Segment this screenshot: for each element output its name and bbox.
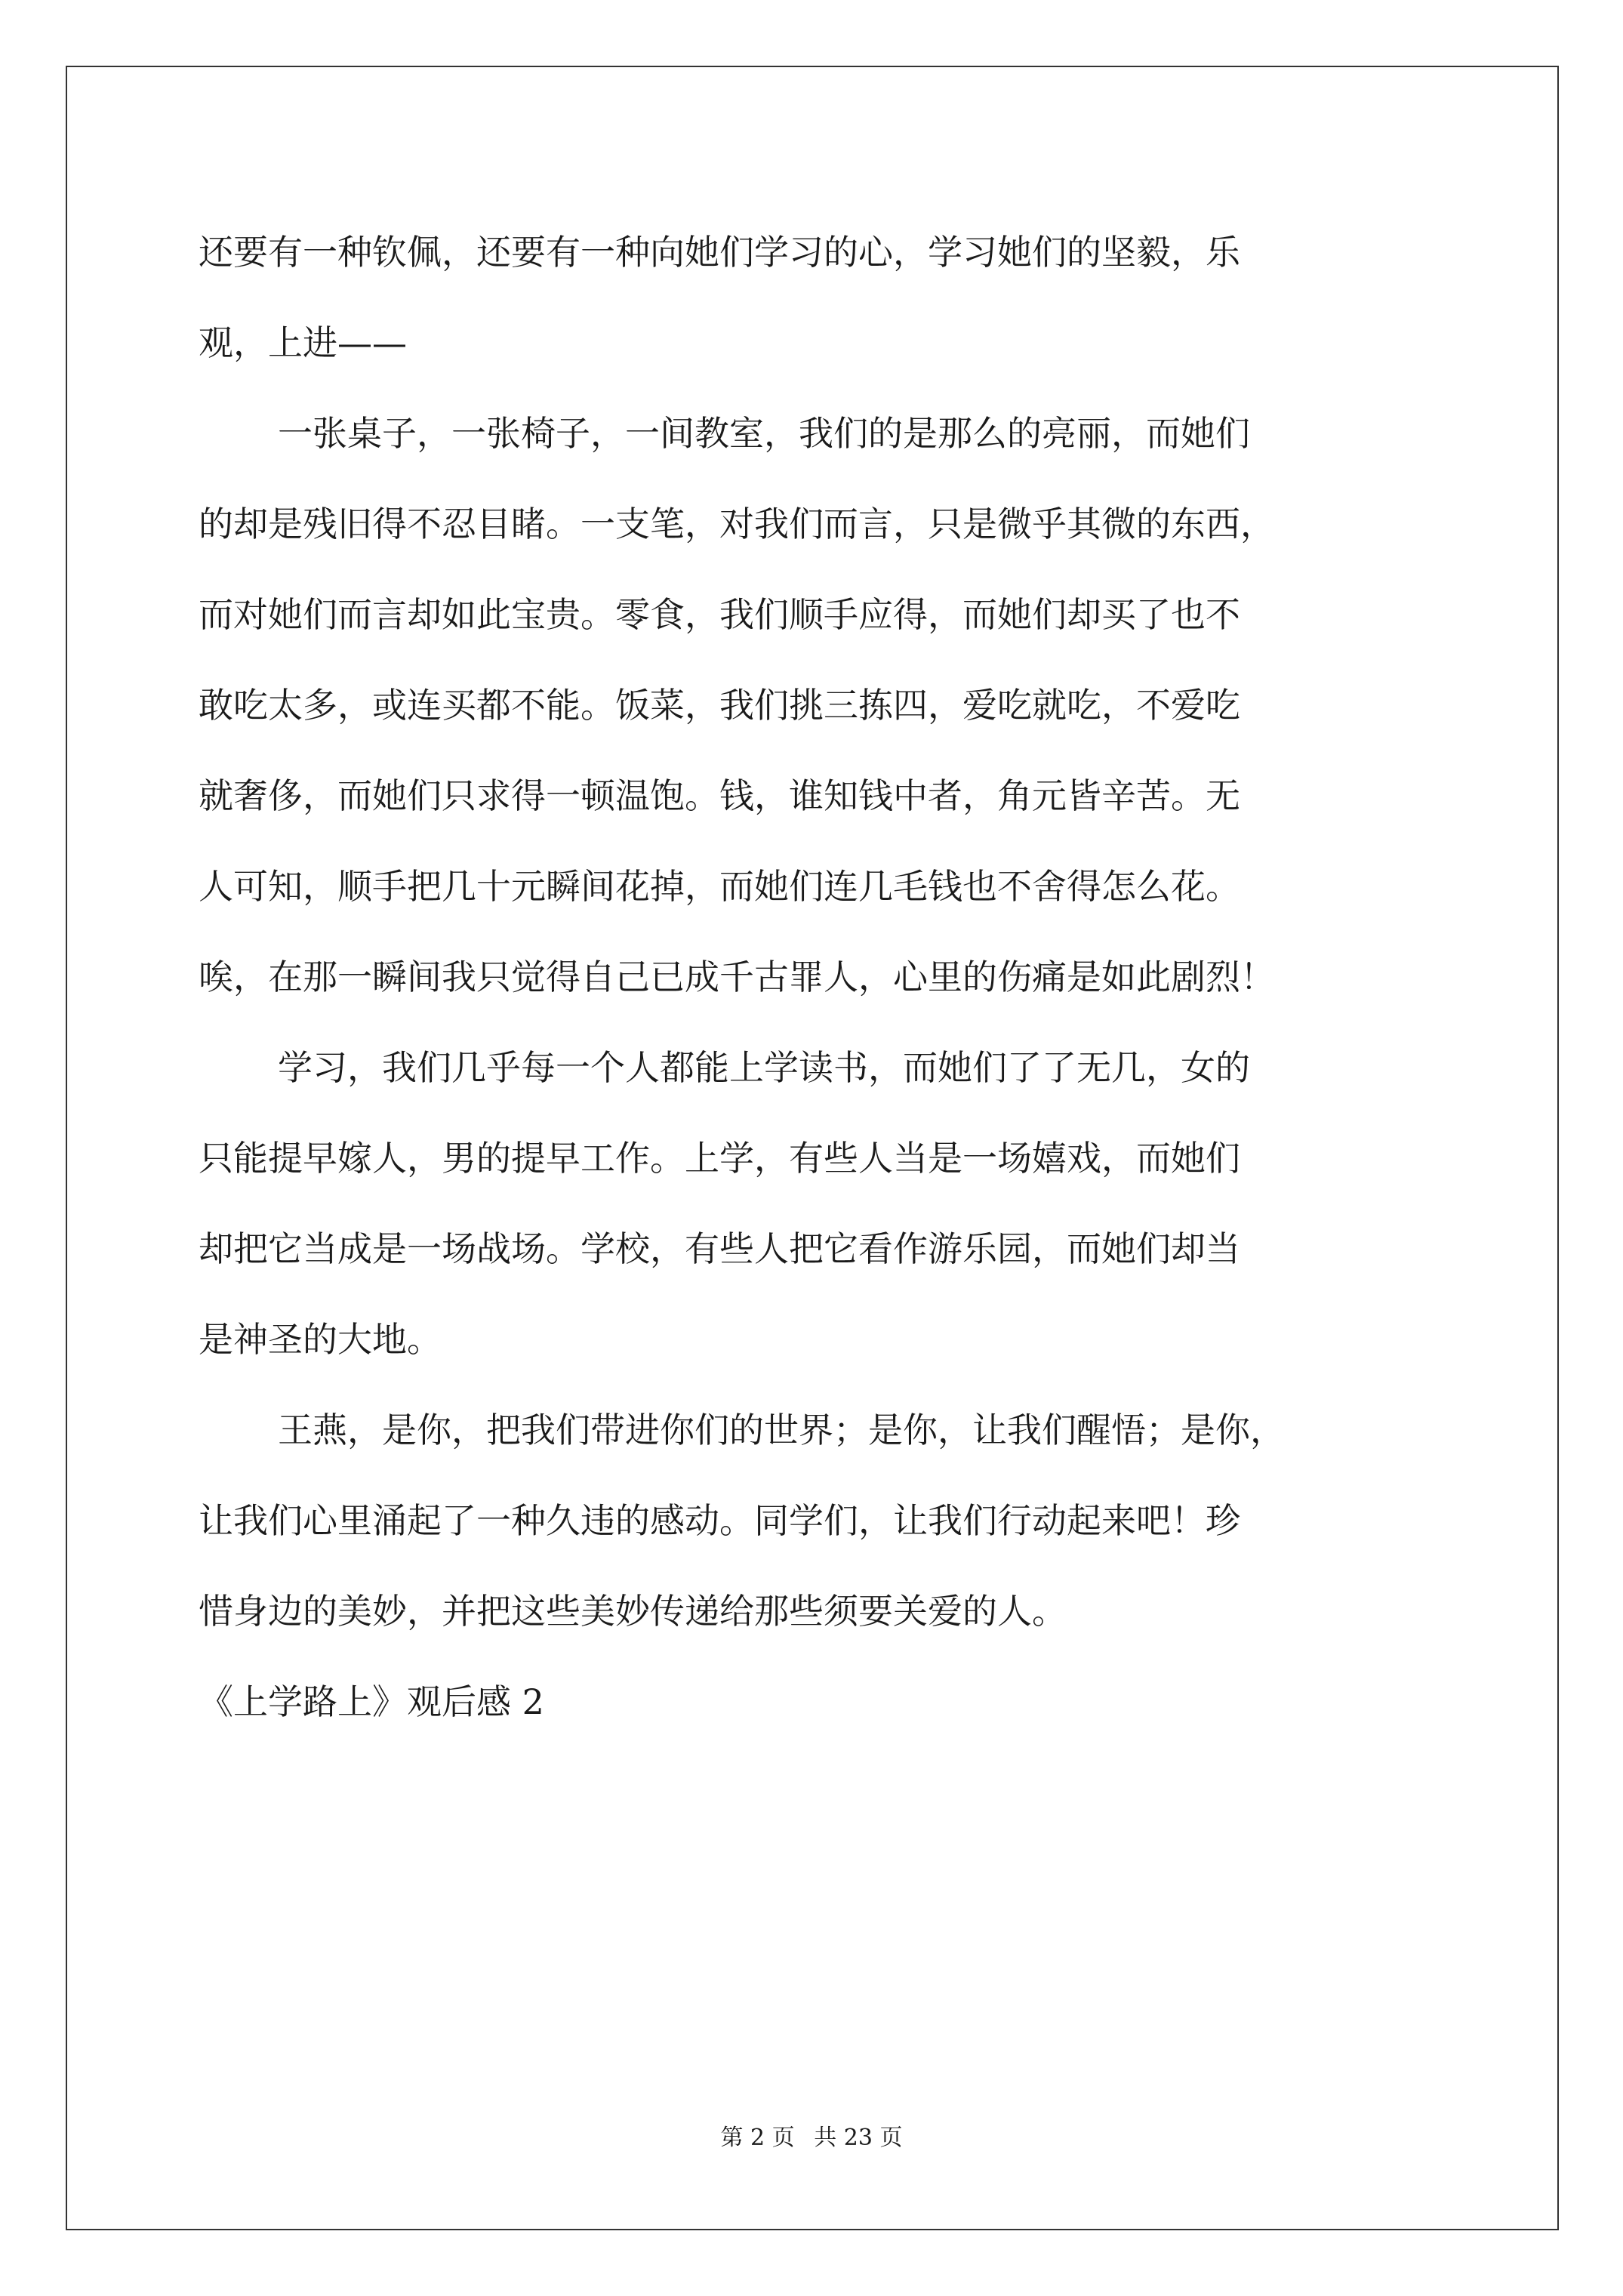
text-line: 的却是残旧得不忍目睹。一支笔，对我们而言，只是微乎其微的东西， [199,504,1275,544]
page-number: 第 2 页 [720,2125,795,2151]
text-line: 只能提早嫁人，男的提早工作。上学，有些人当是一场嬉戏，而她们 [199,1138,1240,1179]
page-total: 共 23 页 [814,2125,903,2151]
text-line: 观，上进—— [199,322,407,363]
section-heading: 《上学路上》观后感 2 [199,1681,544,1722]
text-line: 还要有一种钦佩，还要有一种向她们学习的心，学习她们的坚毅，乐 [199,232,1240,273]
text-line: 敢吃太多，或连买都不能。饭菜，我们挑三拣四，爱吃就吃，不爱吃 [199,685,1240,726]
text-line: 唉，在那一瞬间我只觉得自己已成千古罪人，心里的伤痛是如此剧烈！ [199,957,1275,997]
text-line: 王燕，是你，把我们带进你们的世界；是你，让我们醒悟；是你， [278,1410,1285,1450]
text-line: 一张桌子，一张椅子，一间教室，我们的是那么的亮丽，而她们 [278,413,1250,454]
text-line: 是神圣的大地。 [199,1319,442,1360]
text-line: 人可知，顺手把几十元瞬间花掉，而她们连几毛钱也不舍得怎么花。 [199,866,1240,907]
document-body [199,207,1452,1747]
text-line: 学习，我们几乎每一个人都能上学读书，而她们了了无几，女的 [278,1047,1250,1088]
text-line: 而对她们而言却如此宝贵。零食，我们顺手应得，而她们却买了也不 [199,594,1240,635]
page-footer [0,2119,1623,2152]
text-line: 惜身边的美妙，并把这些美妙传递给那些须要关爱的人。 [199,1591,1067,1632]
text-line: 就奢侈，而她们只求得一顿温饱。钱，谁知钱中者，角元皆辛苦。无 [199,775,1240,816]
text-line: 却把它当成是一场战场。学校，有些人把它看作游乐园，而她们却当 [199,1228,1240,1269]
text-line: 让我们心里涌起了一种久违的感动。同学们，让我们行动起来吧！珍 [199,1500,1240,1541]
